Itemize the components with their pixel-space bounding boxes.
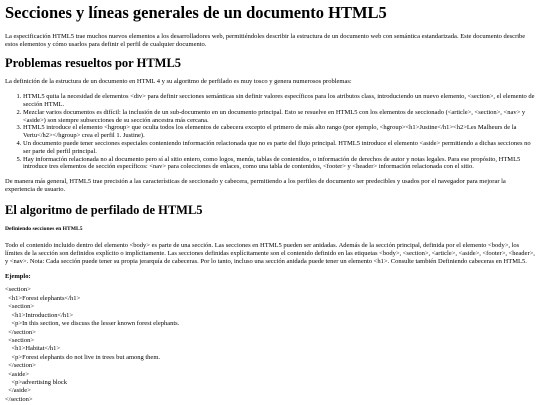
code-line: <h1>Habitat</h1> xyxy=(5,345,61,353)
problems-list xyxy=(5,93,535,171)
problems-lead: La definición de la estructura de un documento en HTML 4 y su algoritmo de perfilado es muy tosco y genera numerosos problemas: xyxy=(5,78,352,86)
code-line: <aside> xyxy=(5,370,29,378)
page-title: Secciones y líneas generales de un documento HTML5 xyxy=(5,3,387,22)
list-item: 2. Mezclar varios documentos es difícil: la inclusión de un sub-documento en un documento principal. Esto se resuelve en HTML5 con los elementos de seccionado (<article>, <section>, <nav> y <aside>) son siempre subsecciones de su sección ancestra más cercana. xyxy=(23,109,535,125)
code-line: <h1>Introduction</h1> xyxy=(5,311,74,319)
code-line: <section> xyxy=(5,303,34,311)
code-line: <p>In this section, we discuss the lesser known forest elephants. xyxy=(5,320,180,328)
list-item: 1. HTML5 quita la necesidad de elementos <div> para definir secciones semánticas sin definir valores específicos para los atributos class, introduciendo un nuevo elemento, <section>, el elemento de sección HTML. xyxy=(23,93,535,109)
code-example xyxy=(5,286,535,404)
problems-closing: De manera más general, HTML5 trae precisión a las características de seccionado y cabecera, permitiendo a los perfiles de documento ser predecibles y usados por el navegador para mejorar la experiencia de usuario. xyxy=(5,178,506,194)
list-item: 3. HTML5 introduce el elemento <hgroup> que oculta todos los elementos de cabecera excepto el primero de más alto rango (por ejemplo, <hgroup><h1>Justine</h1><h2>Les Malheurs de la Vertu</h2></hgroup> crea el perfil 1. Justine). xyxy=(23,124,535,140)
code-line: <p>Forest elephants do not live in trees but among them. xyxy=(5,353,161,361)
algorithm-heading: El algoritmo de perfilado de HTML5 xyxy=(5,202,203,217)
example-label: Ejemplo: xyxy=(5,272,31,280)
list-item: 4. Un documento puede tener secciones especiales conteniendo información relacionada que no es parte del flujo principal. HTML5 introduce el elemento <aside> permitiendo a dichas secciones no ser parte del perfil principal. xyxy=(23,140,535,156)
code-line: <section> xyxy=(5,286,31,294)
sections-subheading: Definiendo secciones en HTML5 xyxy=(5,225,83,232)
problems-heading: Problemas resueltos por HTML5 xyxy=(5,55,182,70)
code-line: </section> xyxy=(5,362,36,370)
algorithm-body: Todo el contenido incluido dentro del elemento <body> es parte de una sección. Las secciones en HTML5 pueden ser anidadas. Además de la sección principal, definida por el elemento <body>, los límites de la sección son definidos explícito o implícitamente. Las secciones definidas explícitamente son el contenido definido en las etiquetas <body>, <section>, <article>, <aside>, <footer>, <header>, y <nav>. Nota: Cada sección puede tener su propia jerarquía de cabeceras. Por lo tanto, incluso una sección anidada puede tener un elemento <h1>. Consulte también Definiendo cabeceras en HTML5. xyxy=(5,242,535,265)
list-item: 5. Hay información relacionada no al documento pero sí al sitio entero, como logos, menús, tablas de contenidos, o información de derechos de autor y notas legales. Para ese propósito, HTML5 introduce tres elementos de sección específicos: <nav> para colecciones de enlaces, como una tabla de contenidos, <footer> y <header> información relacionada con el sitio. xyxy=(23,156,535,172)
code-line: <section> xyxy=(5,336,34,344)
code-line: </aside> xyxy=(5,387,31,395)
code-line: </section> xyxy=(5,328,36,336)
code-line: <h1>Forest elephants</h1> xyxy=(5,294,81,302)
code-line: <p>advertising block xyxy=(5,378,68,386)
intro-paragraph: La especificación HTML5 trae muchos nuevos elementos a los desarrolladores web, permitiéndoles describir la estructura de un documento web con semántica estandarizada. Este documento describe estos elementos y cómo usarlos para definir el perfil de cualquier documento. xyxy=(5,33,526,48)
code-line: </section> xyxy=(5,395,33,403)
